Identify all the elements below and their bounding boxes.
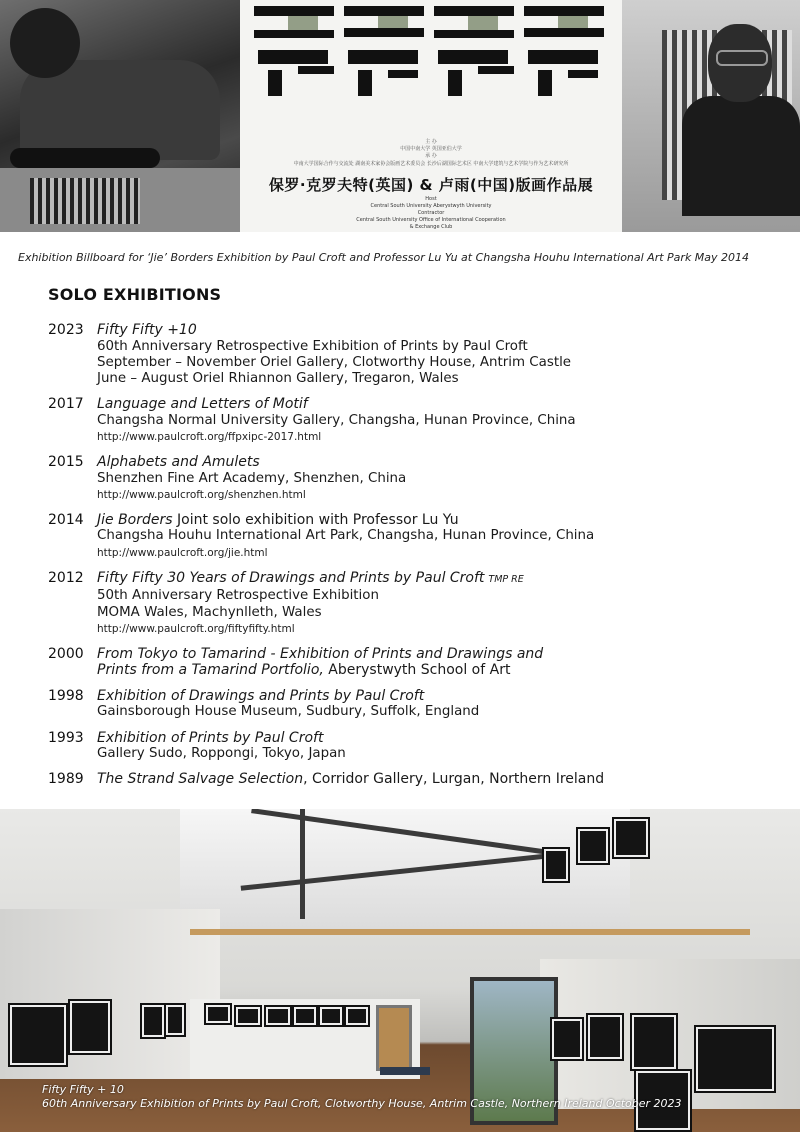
gallery-caption (42, 1083, 682, 1111)
exhibition-entry (48, 570, 768, 637)
billboard-contractor-label: Contractor (417, 210, 445, 216)
exhibition-entry (48, 396, 768, 445)
exhibition-title-rest: , Corridor Gallery, Lurgan, Northern Ireland (303, 771, 605, 788)
billboard-photo (0, 0, 800, 232)
exhibition-title-rest: Joint solo exhibition with Professor Lu Yu (172, 511, 459, 528)
portrait-photo (622, 0, 800, 232)
exhibition-url-link[interactable]: http://www.paulcroft.org/jie.html (97, 546, 268, 559)
gallery-caption-detail-row (42, 1097, 682, 1111)
billboard-host-cn-label: 主 办 (425, 139, 437, 145)
exhibition-list (48, 322, 768, 797)
exhibition-tag: TMP RE (488, 573, 524, 585)
exhibition-title: Fifty Fifty +10 (97, 322, 197, 338)
exhibition-title: From Tokyo to Tamarind - Exhibition of Prints and Drawings and (97, 645, 544, 662)
exhibition-entry (48, 454, 768, 503)
gallery-caption-subtitle: 60th Anniversary Exhibition of Prints by Paul Croft (42, 1097, 319, 1110)
section-heading: SOLO EXHIBITIONS (48, 285, 222, 304)
exhibition-title: The Strand Salvage Selection (97, 771, 304, 788)
exhibition-detail: Changsha Houhu International Art Park, Changsha, Hunan Province, China (97, 528, 595, 544)
exhibition-year: 2014 (48, 511, 84, 528)
exhibition-url-link[interactable]: http://www.paulcroft.org/shenzhen.html (97, 488, 306, 501)
printmaker-photo (0, 0, 240, 232)
exhibition-entry (48, 688, 768, 721)
exhibition-title-row (97, 512, 768, 529)
exhibition-entry (48, 512, 768, 561)
exhibition-year: 2017 (48, 396, 84, 413)
exhibition-title: Alphabets and Amulets (97, 454, 260, 471)
exhibition-year: 1998 (48, 687, 84, 704)
billboard-contractor-en: Central South University Office of International Cooperation (356, 217, 506, 223)
billboard-contractor-en-2: & Exchange Club (409, 224, 453, 230)
exhibition-title-row (97, 771, 768, 788)
billboard-poster (240, 0, 622, 232)
exhibition-url-link[interactable]: http://www.paulcroft.org/ffpxipc-2017.html (97, 431, 322, 444)
exhibition-detail: 50th Anniversary Retrospective Exhibition (97, 588, 379, 604)
exhibition-entry (48, 730, 768, 763)
billboard-organizer-cn: 中南大学国际合作与交流处 湖南美术家协会版画艺术委员会 长沙后湖国际艺术区 中南大学建筑与艺术学院与作为艺术研究所 (293, 161, 569, 167)
exhibition-year: 2023 (48, 322, 84, 338)
exhibition-title: Fifty Fifty 30 Years of Drawings and Prints by Paul Croft (97, 569, 485, 586)
exhibition-title: Language and Letters of Motif (97, 396, 308, 413)
billboard-host-cn: 中国中南大学 英国亚伯大学 (400, 146, 462, 152)
billboard-caption: Exhibition Billboard for ‘Jie’ Borders Exhibition by Paul Croft and Professor Lu Yu at Changsha Houhu International Art Park May 2014 (18, 251, 750, 264)
exhibition-title: Exhibition of Drawings and Prints by Paul Croft (97, 687, 425, 704)
billboard-organizer-cn-label: 承 办 (425, 153, 437, 159)
calligraphy-glyphs-graphic (248, 0, 610, 96)
exhibition-detail: 60th Anniversary Retrospective Exhibition of Prints by Paul Croft (97, 338, 528, 354)
billboard-host-en-label: Host (425, 196, 437, 202)
exhibition-detail: Gainsborough House Museum, Sudbury, Suffolk, England (97, 704, 480, 720)
exhibition-detail: MOMA Wales, Machynlleth, Wales (97, 604, 322, 620)
exhibition-year: 2000 (48, 645, 84, 662)
exhibition-title-line2: Prints from a Tamarind Portfolio, (97, 662, 324, 679)
exhibition-entry (48, 771, 768, 788)
exhibition-entry (48, 646, 768, 679)
exhibition-title: Exhibition of Prints by Paul Croft (97, 729, 324, 746)
exhibition-entry (48, 322, 768, 387)
billboard-host-en: Central South University Aberystwyth University (370, 203, 492, 209)
exhibition-title: Jie Borders (97, 511, 173, 528)
exhibition-url-link[interactable]: http://www.paulcroft.org/fiftyfifty.html (97, 622, 295, 635)
exhibition-year: 2012 (48, 569, 84, 586)
gallery-caption-title: Fifty Fifty + 10 (42, 1083, 124, 1096)
exhibition-title-row (97, 570, 768, 589)
exhibition-title-rest: Aberystwyth School of Art (323, 662, 511, 679)
exhibition-detail: June – August Oriel Rhiannon Gallery, Tregaron, Wales (97, 371, 459, 387)
exhibition-detail: Changsha Normal University Gallery, Changsha, Hunan Province, China (97, 412, 576, 428)
exhibition-year: 1993 (48, 729, 84, 746)
exhibition-year: 2015 (48, 454, 84, 471)
gallery-caption-detail: , Clotworthy House, Antrim Castle, Northern Ireland October 2023 (318, 1097, 682, 1110)
exhibition-detail: September – November Oriel Gallery, Clotworthy House, Antrim Castle (97, 354, 572, 370)
billboard-title-cn: 保罗·克罗夫特(英国) & 卢雨(中国)版画作品展 (268, 176, 594, 194)
exhibition-detail: Gallery Sudo, Roppongi, Tokyo, Japan (97, 746, 346, 762)
exhibition-title-row (97, 662, 768, 679)
exhibition-year: 1989 (48, 771, 84, 788)
exhibition-detail: Shenzhen Fine Art Academy, Shenzhen, China (97, 470, 407, 486)
